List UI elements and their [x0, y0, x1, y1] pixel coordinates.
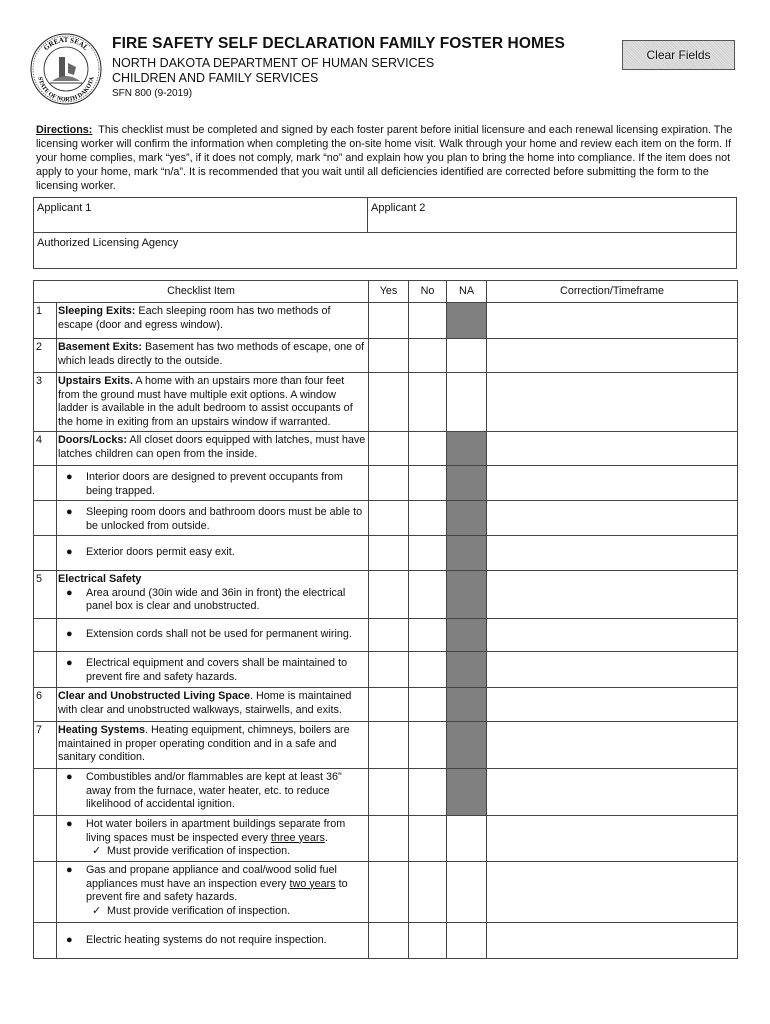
applicant2-field[interactable] — [367, 197, 737, 233]
na-disabled-cell — [447, 501, 487, 536]
no-checkbox[interactable] — [409, 862, 447, 923]
form-title: FIRE SAFETY SELF DECLARATION FAMILY FOSTER HOMES — [112, 35, 565, 52]
bullet-icon: ● — [66, 471, 73, 483]
checklist-subitem: ● Interior doors are designed to prevent occupants from being trapped. — [57, 466, 369, 501]
yes-checkbox[interactable] — [369, 536, 409, 571]
correction-field[interactable] — [487, 536, 738, 571]
no-checkbox[interactable] — [409, 432, 447, 466]
yes-checkbox[interactable] — [369, 619, 409, 652]
correction-field[interactable] — [487, 432, 738, 466]
table-row — [34, 466, 738, 501]
na-checkbox[interactable] — [447, 862, 487, 923]
na-disabled-cell — [447, 536, 487, 571]
checklist-item: Basement Exits: Basement has two methods of escape, one of which leads directly to the outside. — [57, 339, 369, 373]
checklist-subitem: ● Combustibles and/or flammables are kept at least 36" away from the furnace, water heater, etc. to reduce likelihood of accidental ignition. — [57, 769, 369, 816]
no-checkbox[interactable] — [409, 373, 447, 432]
header-no: No — [409, 281, 447, 303]
row-number: 3 — [34, 373, 57, 432]
row-number — [34, 652, 57, 688]
yes-checkbox[interactable] — [369, 373, 409, 432]
na-disabled-cell — [447, 619, 487, 652]
bullet-icon: ● — [66, 864, 73, 876]
na-disabled-cell — [447, 769, 487, 816]
correction-field[interactable] — [487, 303, 738, 339]
yes-checkbox[interactable] — [369, 432, 409, 466]
bullet-icon: ● — [66, 933, 73, 946]
licensing-agency-label: Authorized Licensing Agency — [37, 237, 179, 249]
correction-field[interactable] — [487, 466, 738, 501]
no-checkbox[interactable] — [409, 571, 447, 619]
na-disabled-cell — [447, 652, 487, 688]
checklist-subitem: ● Exterior doors permit easy exit. — [57, 536, 369, 571]
no-checkbox[interactable] — [409, 923, 447, 959]
na-checkbox[interactable] — [447, 373, 487, 432]
header-correction: Correction/Timeframe — [487, 281, 738, 303]
division-name: CHILDREN AND FAMILY SERVICES — [112, 71, 319, 85]
yes-checkbox[interactable] — [369, 688, 409, 722]
row-number — [34, 501, 57, 536]
correction-field[interactable] — [487, 688, 738, 722]
correction-field[interactable] — [487, 862, 738, 923]
row-number: 6 — [34, 688, 57, 722]
row-number: 7 — [34, 722, 57, 769]
na-disabled-cell — [447, 571, 487, 619]
na-disabled-cell — [447, 466, 487, 501]
correction-field[interactable] — [487, 923, 738, 959]
table-row — [34, 619, 738, 652]
correction-field[interactable] — [487, 769, 738, 816]
checklist-item: Upstairs Exits. A home with an upstairs more than four feet from the ground must have multiple exit options. A window ladder is available in the adult bedroom to assist occupants of the home in exiting from an upstairs window if warranted. — [57, 373, 369, 432]
row-number — [34, 769, 57, 816]
yes-checkbox[interactable] — [369, 923, 409, 959]
checklist-table — [33, 280, 738, 959]
bullet-icon: ● — [66, 586, 73, 599]
yes-checkbox[interactable] — [369, 501, 409, 536]
checklist-subitem: ● Hot water boilers in apartment buildings separate from living spaces must be inspected every three years. ✓ Must provide verification of inspection. — [57, 816, 369, 862]
checklist-item: Heating Systems. Heating equipment, chimneys, boilers are maintained in proper operating condition and in a safe and sanitary condition. — [57, 722, 369, 769]
table-row — [34, 373, 738, 432]
yes-checkbox[interactable] — [369, 862, 409, 923]
table-row — [34, 303, 738, 339]
row-number — [34, 466, 57, 501]
bullet-icon: ● — [66, 546, 73, 559]
row-number: 2 — [34, 339, 57, 373]
table-row — [34, 688, 738, 722]
header-yes: Yes — [369, 281, 409, 303]
no-checkbox[interactable] — [409, 501, 447, 536]
no-checkbox[interactable] — [409, 536, 447, 571]
no-checkbox[interactable] — [409, 816, 447, 862]
na-checkbox[interactable] — [447, 339, 487, 373]
no-checkbox[interactable] — [409, 769, 447, 816]
no-checkbox[interactable] — [409, 722, 447, 769]
na-checkbox[interactable] — [447, 923, 487, 959]
applicant1-label: Applicant 1 — [37, 202, 92, 214]
na-disabled-cell — [447, 722, 487, 769]
checklist-item: Electrical Safety ● Area around (30in wide and 36in in front) the electrical panel box is clear and unobstructed. — [57, 571, 369, 619]
correction-field[interactable] — [487, 619, 738, 652]
checkmark-icon: ✓ — [92, 845, 102, 857]
directions-paragraph — [36, 123, 736, 193]
row-number — [34, 923, 57, 959]
row-number: 1 — [34, 303, 57, 339]
bullet-icon: ● — [66, 771, 73, 783]
yes-checkbox[interactable] — [369, 571, 409, 619]
bullet-icon: ● — [66, 506, 73, 518]
row-number — [34, 536, 57, 571]
svg-text:STATE OF NORTH DAKOTA: STATE OF NORTH DAKOTA — [36, 76, 96, 104]
row-number — [34, 862, 57, 923]
table-header-row — [34, 281, 738, 303]
correction-field[interactable] — [487, 571, 738, 619]
table-row — [34, 432, 738, 466]
table-row — [34, 816, 738, 862]
table-row — [34, 769, 738, 816]
yes-checkbox[interactable] — [369, 652, 409, 688]
no-checkbox[interactable] — [409, 303, 447, 339]
na-checkbox[interactable] — [447, 816, 487, 862]
no-checkbox[interactable] — [409, 652, 447, 688]
checklist-item: Doors/Locks: All closet doors equipped with latches, must have latches children can open from the inside. — [57, 432, 369, 466]
table-row — [34, 339, 738, 373]
table-row — [34, 923, 738, 959]
table-row — [34, 722, 738, 769]
correction-field[interactable] — [487, 501, 738, 536]
checklist-item: Clear and Unobstructed Living Space. Home is maintained with clear and unobstructed walkways, stairwells, and exits. — [57, 688, 369, 722]
checklist-subitem: ● Extension cords shall not be used for permanent wiring. — [57, 619, 369, 652]
yes-checkbox[interactable] — [369, 303, 409, 339]
correction-field[interactable] — [487, 816, 738, 862]
table-row — [34, 862, 738, 923]
row-number — [34, 619, 57, 652]
na-disabled-cell — [447, 432, 487, 466]
checklist-subitem: ● Electrical equipment and covers shall be maintained to prevent fire and safety hazards. — [57, 652, 369, 688]
checklist-subitem: ● Gas and propane appliance and coal/wood solid fuel appliances must have an inspection every two years to prevent fire and safety hazards. ✓ Must provide verification of inspection. — [57, 862, 369, 923]
checklist-subitem: ● Electric heating systems do not require inspection. — [57, 923, 369, 959]
no-checkbox[interactable] — [409, 466, 447, 501]
checklist-subitem: ● Sleeping room doors and bathroom doors must be able to be unlocked from outside. — [57, 501, 369, 536]
clear-fields-button[interactable]: Clear Fields — [622, 40, 735, 70]
yes-checkbox[interactable] — [369, 339, 409, 373]
applicant2-label: Applicant 2 — [371, 202, 426, 214]
header-checklist-item: Checklist Item — [34, 281, 369, 303]
table-row — [34, 652, 738, 688]
no-checkbox[interactable] — [409, 688, 447, 722]
correction-field[interactable] — [487, 373, 738, 432]
applicant1-field[interactable] — [33, 197, 368, 233]
no-checkbox[interactable] — [409, 619, 447, 652]
svg-text:GREAT SEAL: GREAT SEAL — [42, 35, 90, 53]
correction-field[interactable] — [487, 652, 738, 688]
bullet-icon: ● — [66, 818, 73, 830]
directions-text: This checklist must be completed and signed by each foster parent before initial licensure and each renewal licensing expiration. The licensing worker will confirm the information when completing the on-site home visit. Walk through your home and review each item on the form. If your home complies, mark “yes”, if it does not comply, mark “no” and explain how you plan to bring the home into compliance. If the item does not apply to your home, mark “n/a”. It is recommended that you wait until all deficiencies identified are corrected before submitting the form to the licensing worker. — [36, 124, 733, 192]
correction-field[interactable] — [487, 722, 738, 769]
correction-field[interactable] — [487, 339, 738, 373]
checkmark-icon: ✓ — [92, 904, 102, 917]
department-name: NORTH DAKOTA DEPARTMENT OF HUMAN SERVICES — [112, 56, 435, 70]
form-number: SFN 800 (9-2019) — [112, 88, 193, 99]
directions-label: Directions: — [36, 124, 93, 136]
yes-checkbox[interactable] — [369, 722, 409, 769]
na-disabled-cell — [447, 688, 487, 722]
yes-checkbox[interactable] — [369, 769, 409, 816]
checklist-item: Sleeping Exits: Each sleeping room has two methods of escape (door and egress window). — [57, 303, 369, 339]
row-number: 4 — [34, 432, 57, 466]
north-dakota-seal-logo — [30, 33, 102, 105]
header-na: NA — [447, 281, 487, 303]
row-number: 5 — [34, 571, 57, 619]
yes-checkbox[interactable] — [369, 816, 409, 862]
licensing-agency-field[interactable] — [33, 232, 737, 269]
bullet-icon: ● — [66, 628, 73, 641]
table-row — [34, 571, 738, 619]
bullet-icon: ● — [66, 657, 73, 669]
yes-checkbox[interactable] — [369, 466, 409, 501]
row-number — [34, 816, 57, 862]
na-disabled-cell — [447, 303, 487, 339]
table-row — [34, 501, 738, 536]
table-row — [34, 536, 738, 571]
no-checkbox[interactable] — [409, 339, 447, 373]
